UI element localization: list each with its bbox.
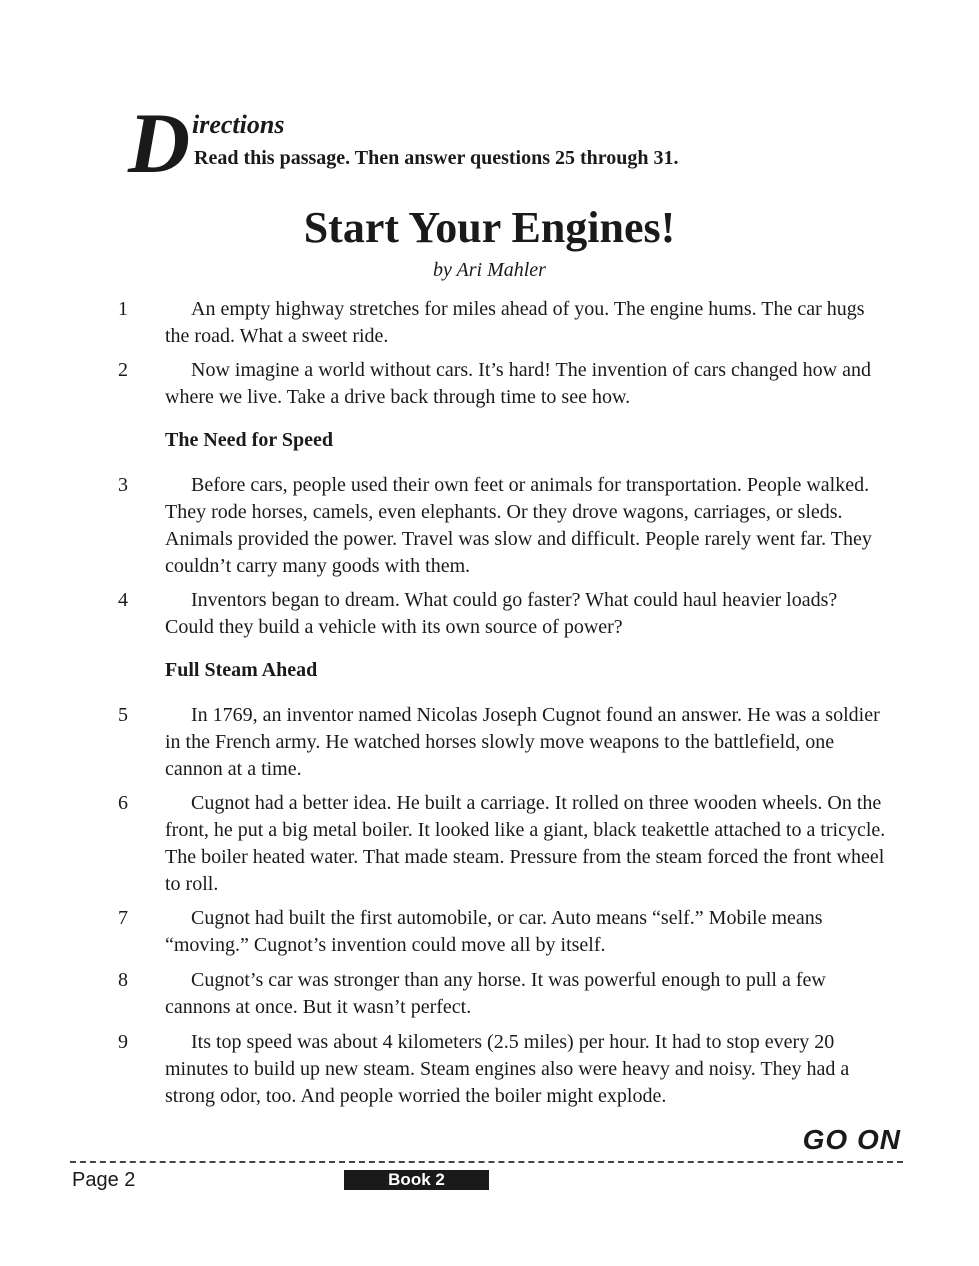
paragraph-text: Cugnot’s car was stronger than any horse. It was powerful enough to pull a few cannons at once. But it wasn’t perfect. xyxy=(165,969,826,1018)
paragraph-number: 9 xyxy=(118,1031,128,1053)
paragraph-number: 1 xyxy=(118,298,128,320)
paragraph-text: An empty highway stretches for miles ahead of you. The engine hums. The car hugs the road. What a sweet ride. xyxy=(165,298,865,347)
paragraph-6 xyxy=(118,790,890,898)
directions-text: Read this passage. Then answer questions 25 through 31. xyxy=(194,147,679,169)
paragraph-number: 5 xyxy=(118,704,128,726)
article-byline: by Ari Mahler xyxy=(433,259,546,281)
paragraph-text: Inventors began to dream. What could go faster? What could haul heavier loads? Could they build a vehicle with its own source of power? xyxy=(165,589,838,638)
paragraph-9 xyxy=(118,1029,890,1110)
paragraph-text: Its top speed was about 4 kilometers (2.5 miles) per hour. It had to stop every 20 minutes to build up new steam. Steam engines also were heavy and noisy. They had a strong odor, too. And people worried the boiler might explode. xyxy=(165,1031,850,1107)
article-title: Start Your Engines! xyxy=(303,203,676,252)
page-number: Page 2 xyxy=(72,1169,136,1191)
section-heading-full-steam: Full Steam Ahead xyxy=(165,659,318,681)
paragraph-number: 7 xyxy=(118,907,128,929)
paragraph-text: Cugnot had a better idea. He built a carriage. It rolled on three wooden wheels. On the front, he put a big metal boiler. It looked like a giant, black teakettle attached to a tricycle. The boiler heated water. That made steam. Pressure from the steam forced the front wheel to roll. xyxy=(165,792,886,895)
paragraph-text: Now imagine a world without cars. It’s hard! The invention of cars changed how and where we live. Take a drive back through time to see how. xyxy=(165,359,871,408)
paragraph-number: 3 xyxy=(118,474,128,496)
paragraph-8 xyxy=(118,967,890,1021)
book-label: Book 2 xyxy=(344,1170,489,1190)
paragraph-5 xyxy=(118,702,890,783)
paragraph-2 xyxy=(118,357,890,411)
paragraph-number: 8 xyxy=(118,969,128,991)
paragraph-number: 2 xyxy=(118,359,128,381)
paragraph-number: 6 xyxy=(118,792,128,814)
directions-heading: irections xyxy=(192,110,285,139)
paragraph-number: 4 xyxy=(118,589,128,611)
paragraph-4 xyxy=(118,587,890,641)
paragraph-3 xyxy=(118,472,890,580)
paragraph-text: In 1769, an inventor named Nicolas Joseph Cugnot found an answer. He was a soldier in the French army. He watched horses slowly move weapons to the battlefield, one cannon at a time. xyxy=(165,704,880,780)
section-heading-need-for-speed: The Need for Speed xyxy=(165,429,333,451)
paragraph-text: Before cars, people used their own feet or animals for transportation. People walked. They rode horses, camels, even elephants. Or they drove wagons, carriages, or sleds. Animals provided the power. Travel was slow and difficult. People rarely went far. They couldn’t carry many goods with them. xyxy=(165,474,872,577)
go-on-label: GO ON xyxy=(802,1124,901,1155)
footer-divider xyxy=(70,1161,903,1163)
paragraph-7 xyxy=(118,905,890,959)
paragraph-text: Cugnot had built the first automobile, or car. Auto means “self.” Mobile means “moving.” Cugnot’s invention could move all by itself. xyxy=(165,907,823,956)
paragraph-1 xyxy=(118,296,890,350)
directions-drop-cap: D xyxy=(128,95,191,191)
